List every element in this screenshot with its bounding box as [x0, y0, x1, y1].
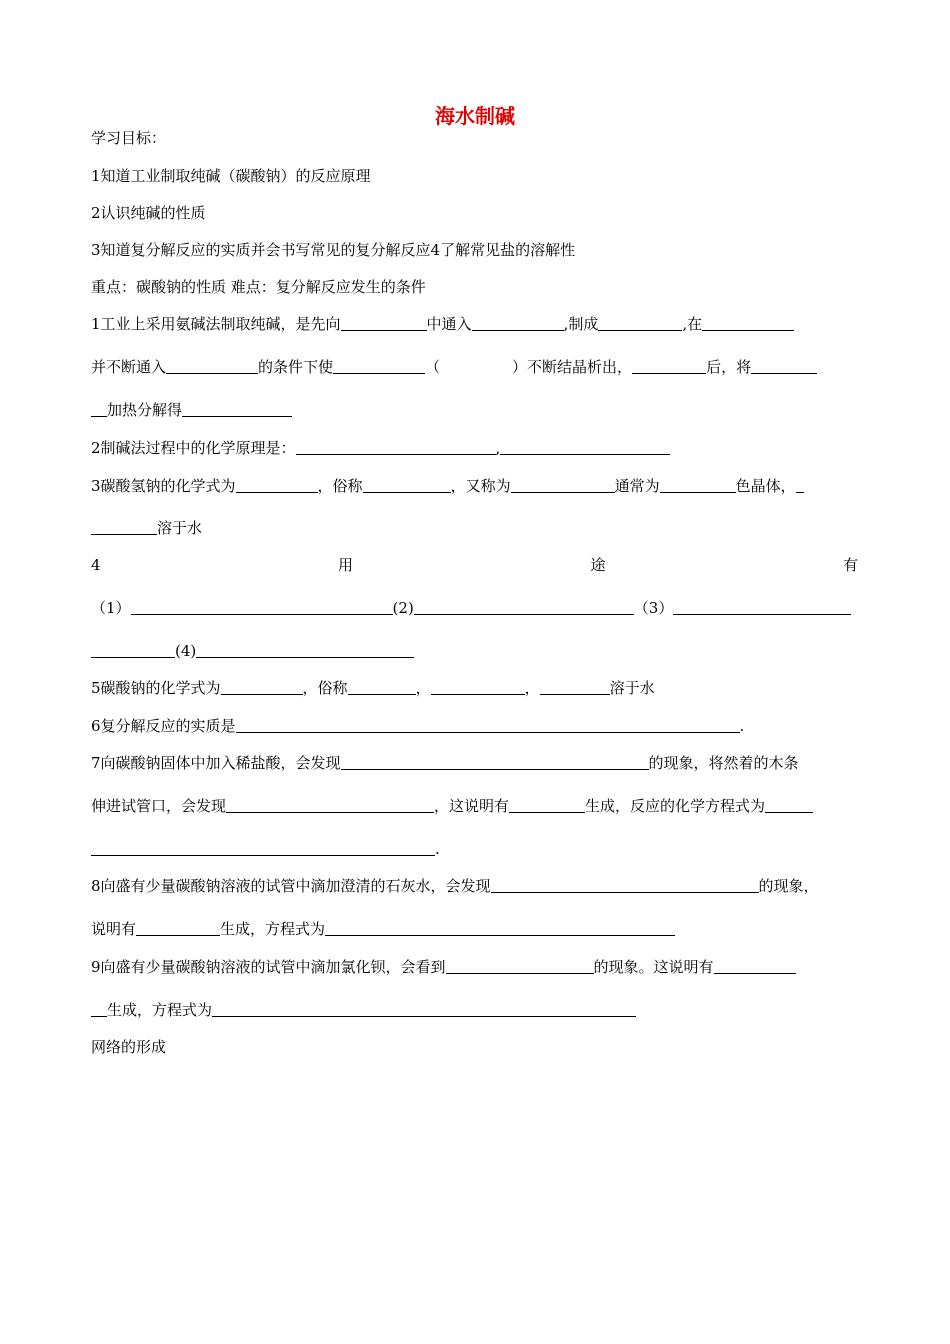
blank[interactable]: [540, 679, 610, 695]
blank[interactable]: [673, 599, 851, 615]
objective-2: 2认识纯碱的性质: [91, 204, 206, 222]
blank[interactable]: [341, 754, 649, 770]
question-4-heading: 4 用 途 有: [91, 556, 858, 574]
question-4-line-2: (4): [91, 641, 414, 661]
blank[interactable]: [363, 477, 451, 493]
blank[interactable]: [91, 840, 435, 856]
blank[interactable]: [91, 519, 157, 535]
blank[interactable]: [414, 599, 634, 615]
blank[interactable]: [91, 401, 107, 417]
blank[interactable]: [796, 477, 804, 493]
question-1-line-3: 加热分解得: [91, 400, 292, 420]
blank[interactable]: [341, 315, 427, 331]
blank[interactable]: [221, 679, 303, 695]
question-3-line-2: 溶于水: [91, 518, 202, 538]
blank[interactable]: [226, 797, 434, 813]
blank[interactable]: [136, 920, 220, 936]
network-heading: 网络的形成: [91, 1038, 167, 1056]
blank[interactable]: [348, 679, 416, 695]
blank[interactable]: [598, 315, 682, 331]
question-1-line-2: 并不断通入 的条件下使 （ ）不断结晶析出， 后，将: [91, 357, 817, 377]
objective-3: 3知道复分解反应的实质并会书写常见的复分解反应4了解常见盐的溶解性: [91, 241, 576, 259]
blank[interactable]: [236, 477, 318, 493]
blank[interactable]: [131, 599, 393, 615]
blank[interactable]: [751, 358, 817, 374]
question-9-line-2: 生成，方程式为: [91, 1000, 636, 1020]
blank[interactable]: [212, 1001, 636, 1017]
blank[interactable]: [472, 315, 564, 331]
question-8-line-1: 8向盛有少量碳酸钠溶液的试管中滴加澄清的石灰水，会发现 的现象，: [91, 877, 819, 895]
question-4-line-1: （1） (2) （3）: [91, 598, 851, 618]
blank[interactable]: [166, 358, 258, 374]
question-3-line-1: 3碳酸氢钠的化学式为 ，俗称 ，又称为 通常为 色晶体，: [91, 476, 804, 496]
blank[interactable]: [632, 358, 706, 374]
question-7-line-2: 伸进试管口，会发现 ，这说明有 生成，反应的化学方程式为: [91, 796, 813, 816]
question-7-line-3: .: [91, 839, 440, 859]
blank[interactable]: [296, 439, 496, 455]
blank[interactable]: [182, 401, 292, 417]
question-1-line-1: 1工业上采用氨碱法制取纯碱，是先向 中通入 ,制成 ,在: [91, 314, 794, 334]
question-8-line-2: 说明有 生成，方程式为: [91, 919, 675, 939]
blank[interactable]: [446, 958, 594, 974]
blank[interactable]: [511, 477, 615, 493]
blank[interactable]: [431, 679, 525, 695]
blank[interactable]: [333, 358, 425, 374]
blank[interactable]: [91, 642, 175, 658]
question-9-line-1: 9向盛有少量碳酸钠溶液的试管中滴加氯化钡，会看到 的现象。这说明有: [91, 957, 796, 977]
page-title: 海水制碱: [435, 104, 515, 128]
blank[interactable]: [91, 1001, 107, 1017]
question-7-line-1: 7向碳酸钠固体中加入稀盐酸，会发现 的现象，将然着的木条: [91, 754, 799, 772]
blank[interactable]: [714, 958, 796, 974]
blank[interactable]: [236, 717, 740, 733]
question-5: 5碳酸钠的化学式为 ，俗称 ， ， 溶于水: [91, 679, 655, 697]
blank[interactable]: [325, 920, 675, 936]
key-points: 重点：碳酸钠的性质 难点：复分解反应发生的条件: [91, 278, 426, 296]
blank[interactable]: [509, 797, 585, 813]
objectives-heading: 学习目标：: [91, 129, 167, 147]
blank[interactable]: [702, 315, 794, 331]
blank[interactable]: [491, 877, 759, 893]
blank[interactable]: [765, 797, 813, 813]
question-6: 6复分解反应的实质是 .: [91, 717, 745, 735]
blank[interactable]: [660, 477, 736, 493]
question-2: 2制碱法过程中的化学原理是： ,: [91, 438, 670, 458]
blank[interactable]: [500, 439, 670, 455]
objective-1: 1知道工业制取纯碱（碳酸钠）的反应原理: [91, 167, 371, 185]
blank[interactable]: [196, 642, 414, 658]
